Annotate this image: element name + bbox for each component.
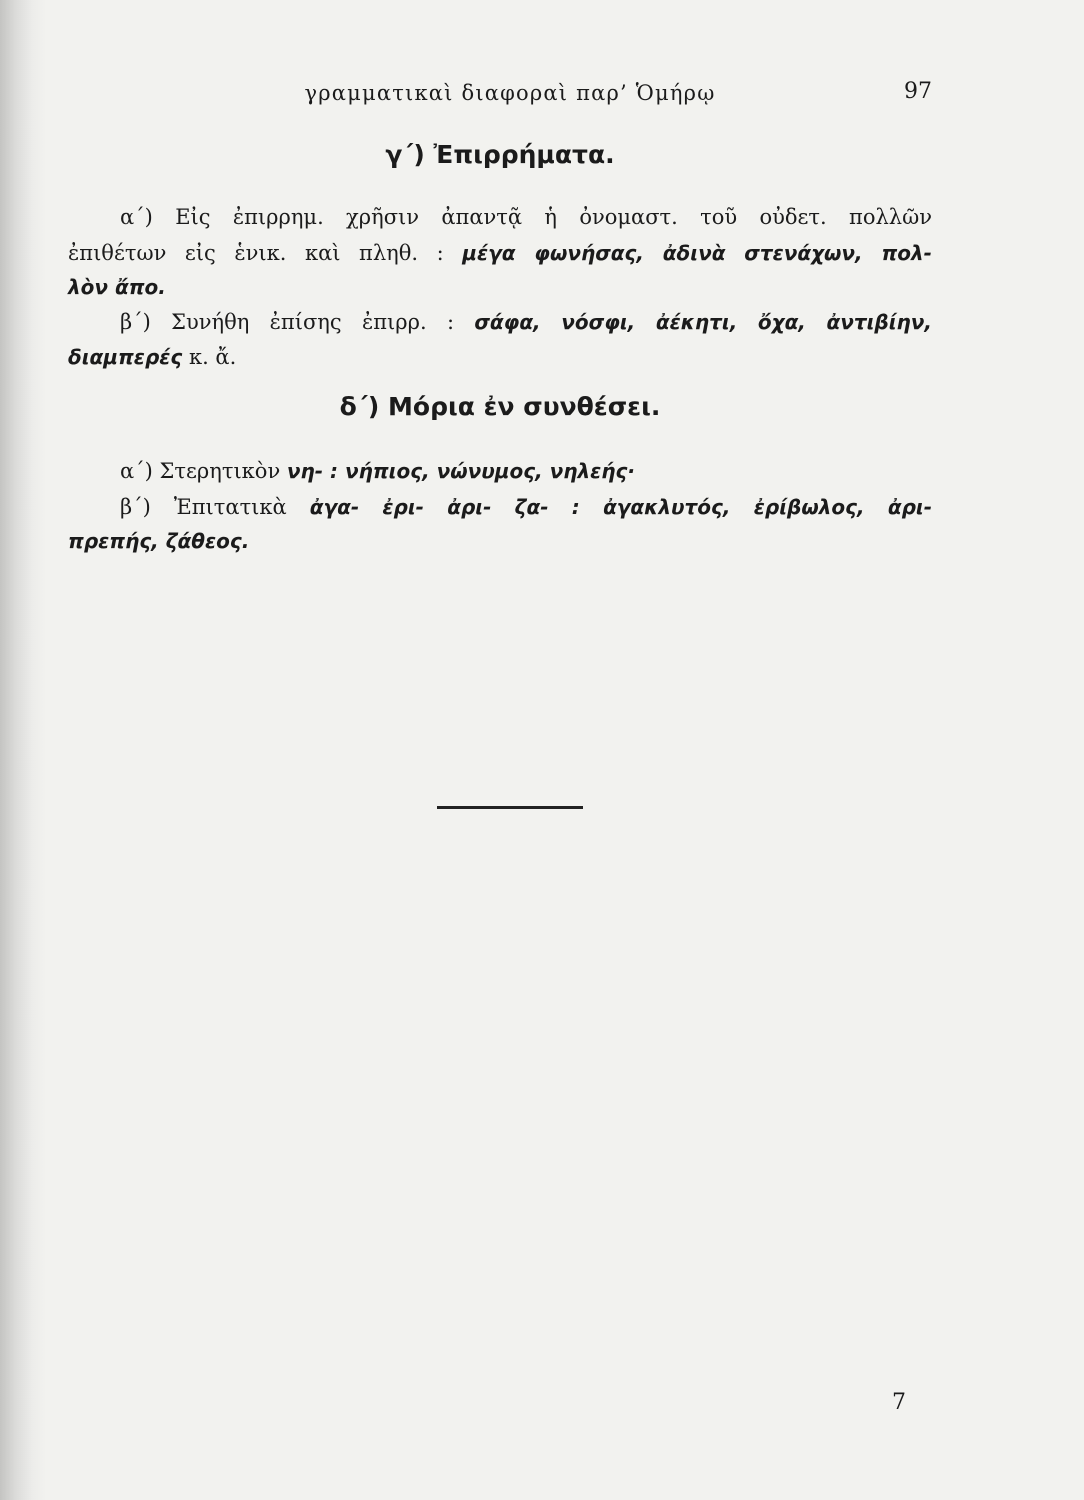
example-words: μέγα φωνήσας, ἀδινὰ στενάχων, πολ- xyxy=(462,241,932,265)
example-words: νη- : νήπιος, νώνυμος, νηλεής· xyxy=(286,459,635,483)
section-heading: γ΄) Ἐπιρρήματα. xyxy=(385,140,615,169)
section-heading: δ΄) Μόρια ἐν συνθέσει. xyxy=(339,392,661,421)
example-words: διαμπερές xyxy=(68,345,183,369)
example-words: λὸν ἄπο. xyxy=(68,275,166,299)
text-line xyxy=(68,526,932,556)
example-words: σάφα, νόσφι, ἀέκητι, ὄχα, ἀντιβίην, xyxy=(474,310,932,334)
text-line xyxy=(120,202,932,232)
example-words: ἀγα- ἐρι- ἀρι- ζα- : ἀγακλυτός, ἐρίβωλος, ἀρι- xyxy=(309,495,932,519)
line-text-tail: κ. ἄ. xyxy=(188,345,237,369)
line-text: ἐπιθέτων εἰς ἑνικ. καὶ πληθ. : xyxy=(68,241,444,265)
text-line xyxy=(120,456,932,486)
text-line xyxy=(68,342,932,372)
line-text: α΄) Στερητικὸν xyxy=(120,459,281,483)
running-title: γραμματικαὶ διαφοραὶ παρ’ Ὁμήρῳ xyxy=(304,81,716,105)
line-text: β΄) Ἐπιτατικὰ xyxy=(120,495,287,519)
line-text: β΄) Συνήθη ἐπίσης ἐπιρρ. : xyxy=(120,310,455,334)
scan-edge-shadow xyxy=(0,0,46,1500)
text-line xyxy=(120,307,932,337)
line-text: α΄) Εἰς ἐπιρρημ. χρῆσιν ἀπαντᾷ ἡ ὀνομαστ. τοῦ οὐδετ. πολλῶν xyxy=(120,205,932,229)
example-words: πρεπής, ζάθεος. xyxy=(68,529,250,553)
text-line xyxy=(120,492,932,522)
signature-mark: 7 xyxy=(892,1390,906,1415)
page-number: 97 xyxy=(904,79,932,104)
text-line xyxy=(68,272,932,302)
section-divider-rule xyxy=(437,806,583,809)
text-line xyxy=(68,238,932,268)
